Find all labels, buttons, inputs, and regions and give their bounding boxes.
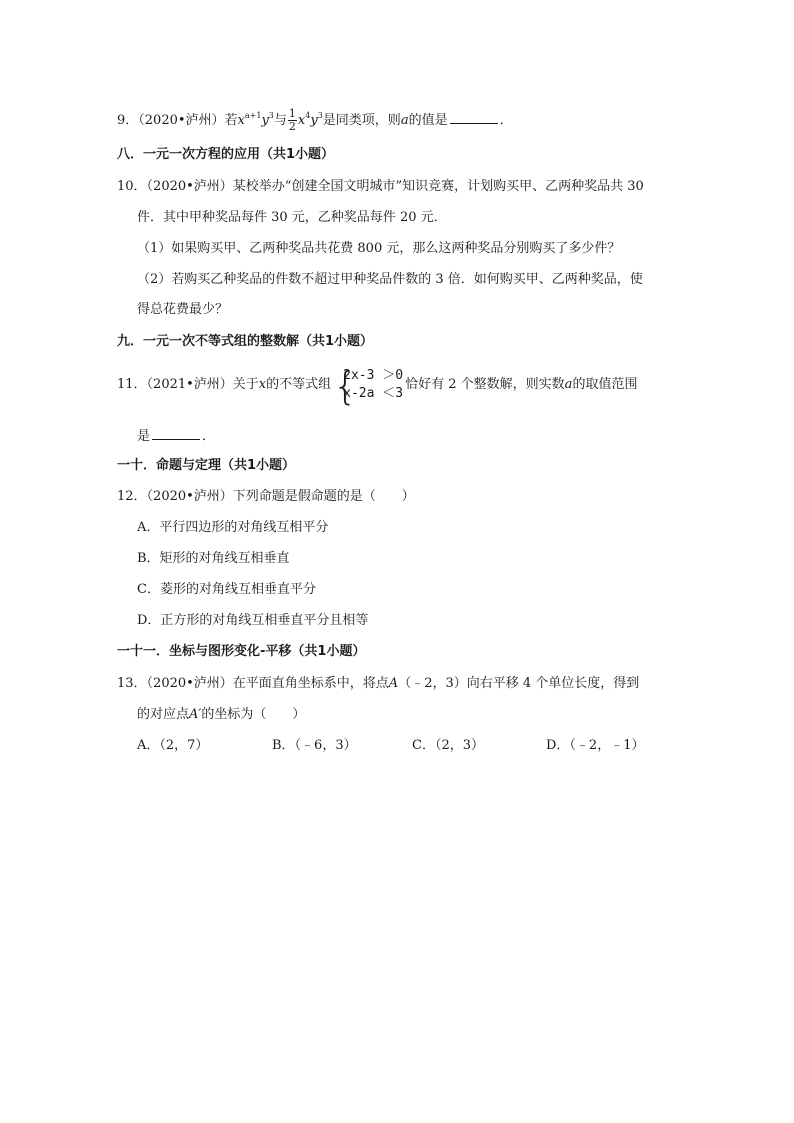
q12-option-d[interactable]: D．正方形的对角线互相垂直平分且相等 [137, 613, 369, 628]
q9-with: 与 [273, 113, 287, 128]
q11-period: ． [202, 429, 216, 444]
inequality-system [333, 363, 404, 408]
q11-mid: 的不等式组 [266, 377, 332, 392]
q13-point-a-prime: A′ [189, 707, 202, 722]
q13-line1b: （﹣2，3）向右平移 4 个单位长度，得到 [398, 676, 640, 691]
section-heading-11: 一十一．坐标与图形变化-平移（共1小题） [117, 644, 366, 659]
answer-blank[interactable] [450, 109, 498, 124]
q13-option-a[interactable]: A．（2，7） [137, 738, 209, 753]
q11-a: a [564, 377, 573, 392]
q9-x: x [237, 113, 245, 128]
q9-prefix: 9．（2020•泸州）若 [117, 113, 238, 128]
q13-option-b[interactable]: B．（﹣6，3） [272, 738, 357, 753]
q9-y2: y [310, 113, 318, 128]
q9-frac-den: 2 [288, 120, 296, 133]
q12-option-b[interactable]: B．矩形的对角线互相垂直 [137, 551, 290, 566]
q13-line2b: 的坐标为（ ） [201, 707, 306, 722]
q13-option-c[interactable]: C．（2，3） [412, 738, 484, 753]
q11-tail: 的取值范围 [572, 377, 638, 392]
q9-fraction [288, 108, 297, 133]
section-heading-8: 八．一元一次方程的应用（共1小题） [117, 147, 335, 162]
q13-point-a: A [388, 676, 399, 691]
q9-period: ． [499, 113, 513, 128]
question-9 [117, 106, 513, 133]
q9-text-mid: 是同类项，则 [322, 113, 401, 128]
q10-line-3: （1）如果购买甲、乙两种奖品共花费 800 元，那么这两种奖品分别购买了多少件？ [137, 241, 621, 256]
inequality-row-2: x-2a ＜3 [343, 385, 404, 401]
q9-y: y [261, 113, 269, 128]
q9-exp-a: a+1 [244, 111, 262, 120]
q9-exp-y2: 3 [317, 111, 323, 120]
q11-prefix: 11．（2021•泸州）关于 [117, 377, 259, 392]
q11-line-2 [137, 425, 215, 447]
q9-exp-x2: 4 [305, 111, 311, 120]
q13-option-d[interactable]: D．（﹣2，﹣1） [546, 738, 645, 753]
q11-line2-text: 是 [137, 429, 151, 444]
q13-line1a: 13．（2020•泸州）在平面直角坐标系中，将点 [117, 676, 389, 691]
inequality-row-1: 2x-3 ＞0 [343, 367, 404, 383]
q12-option-a[interactable]: A．平行四边形的对角线互相平分 [137, 520, 329, 535]
q11-after: 恰好有 2 个整数解，则实数 [405, 377, 565, 392]
answer-blank[interactable] [152, 425, 200, 440]
q10-line-1: 10．（2020•泸州）某校举办“创建全国文明城市”知识竞赛，计划购买甲、乙两种奖品共 30 [117, 179, 644, 194]
q11-x: x [258, 377, 267, 392]
q13-line2a: 的对应点 [137, 707, 190, 722]
q9-text-end: 的值是 [408, 113, 448, 128]
q9-exp-y: 3 [268, 111, 274, 120]
q12-option-c[interactable]: C．菱形的对角线互相垂直平分 [137, 582, 316, 597]
section-heading-9: 九．一元一次不等式组的整数解（共1小题） [117, 334, 374, 349]
q12-stem: 12．（2020•泸州）下列命题是假命题的是（ ） [117, 489, 415, 504]
q10-line-4: （2）若购买乙种奖品的件数不超过甲种奖品件数的 3 倍．如何购买甲、乙两种奖品，使 [137, 272, 643, 287]
q9-a: a [400, 113, 409, 128]
q9-x2: x [297, 113, 306, 128]
q13-line-2 [137, 705, 305, 725]
section-heading-10: 一十．命题与定理（共1小题） [117, 458, 296, 473]
q10-line-5: 得总花费最少？ [137, 302, 229, 317]
brace-icon: { [333, 363, 358, 408]
q9-frac-num: 1 [288, 107, 296, 120]
q13-line-1 [117, 674, 639, 694]
q10-line-2: 件．其中甲种奖品每件 30 元，乙种奖品每件 20 元． [137, 210, 447, 225]
question-11 [117, 360, 637, 410]
